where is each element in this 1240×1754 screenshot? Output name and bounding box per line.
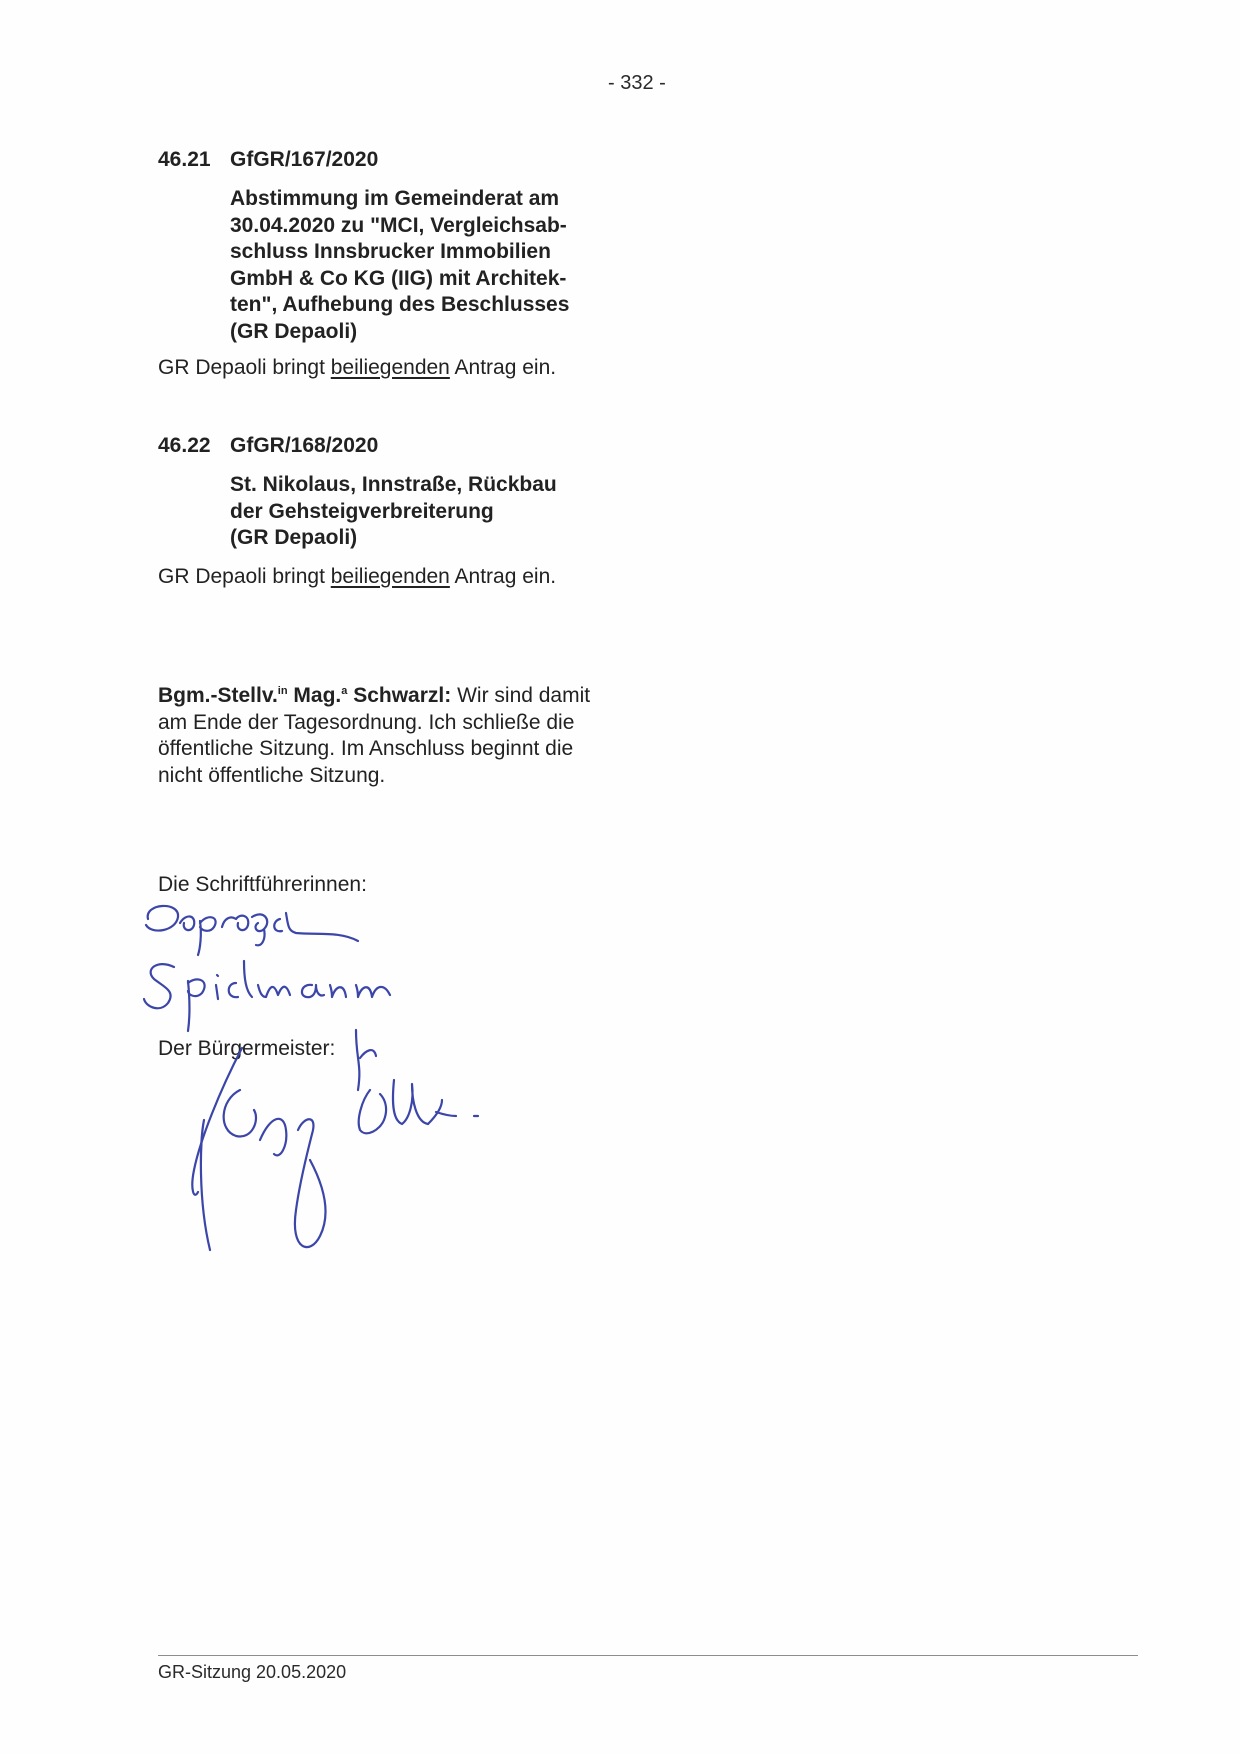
closing-statement [158,678,618,789]
item-reference: GfGR/167/2020 [230,148,379,171]
speaker-name: Bgm.-Stellv.$^{in}$ Mag.$^a$ Schwarzl: [158,684,452,707]
item-body-46-22 [158,565,556,589]
mayor-label: Der Bürgermeister: [158,1037,336,1060]
closing-text: Wir sind damit am Ende der Tagesordnung. Ich schließe die öffentliche Sitzung. Im Anschluss beginnt die nicht öffentliche Sitzung. [158,684,591,787]
item-reference: GfGR/168/2020 [230,434,379,457]
mayor-signature [180,1020,520,1260]
item-number: 46.21 [158,148,211,171]
item-heading-46-21 [158,148,378,172]
page-number: - 332 - [608,72,666,94]
item-title-46-21: Abstimmung im Gemeinderat am 30.04.2020 zu "MCI, Vergleichsab- schluss Innsbrucker Immobilien GmbH & Co KG (IIG) mit Architek- ten", Aufhebung des Beschlusses (GR Depaoli) [230,187,570,343]
footer-session-date: GR-Sitzung 20.05.2020 [158,1662,347,1682]
attachment-link[interactable]: beiliegenden [330,565,450,588]
item-heading-46-22 [158,434,378,458]
body-text: GR Depaoli bringt [158,356,331,379]
item-body-46-21 [158,356,556,380]
body-text: Antrag ein. [449,565,557,588]
body-text: Antrag ein. [449,356,557,379]
item-number: 46.22 [158,434,211,457]
recorders-label: Die Schriftführerinnen: [158,873,367,896]
footer-divider [158,1655,1138,1656]
item-title-46-22: St. Nikolaus, Innstraße, Rückbau der Gehsteigverbreiterung (GR Depaoli) [230,473,557,549]
attachment-link[interactable]: beiliegenden [330,356,450,379]
body-text: GR Depaoli bringt [158,565,331,588]
